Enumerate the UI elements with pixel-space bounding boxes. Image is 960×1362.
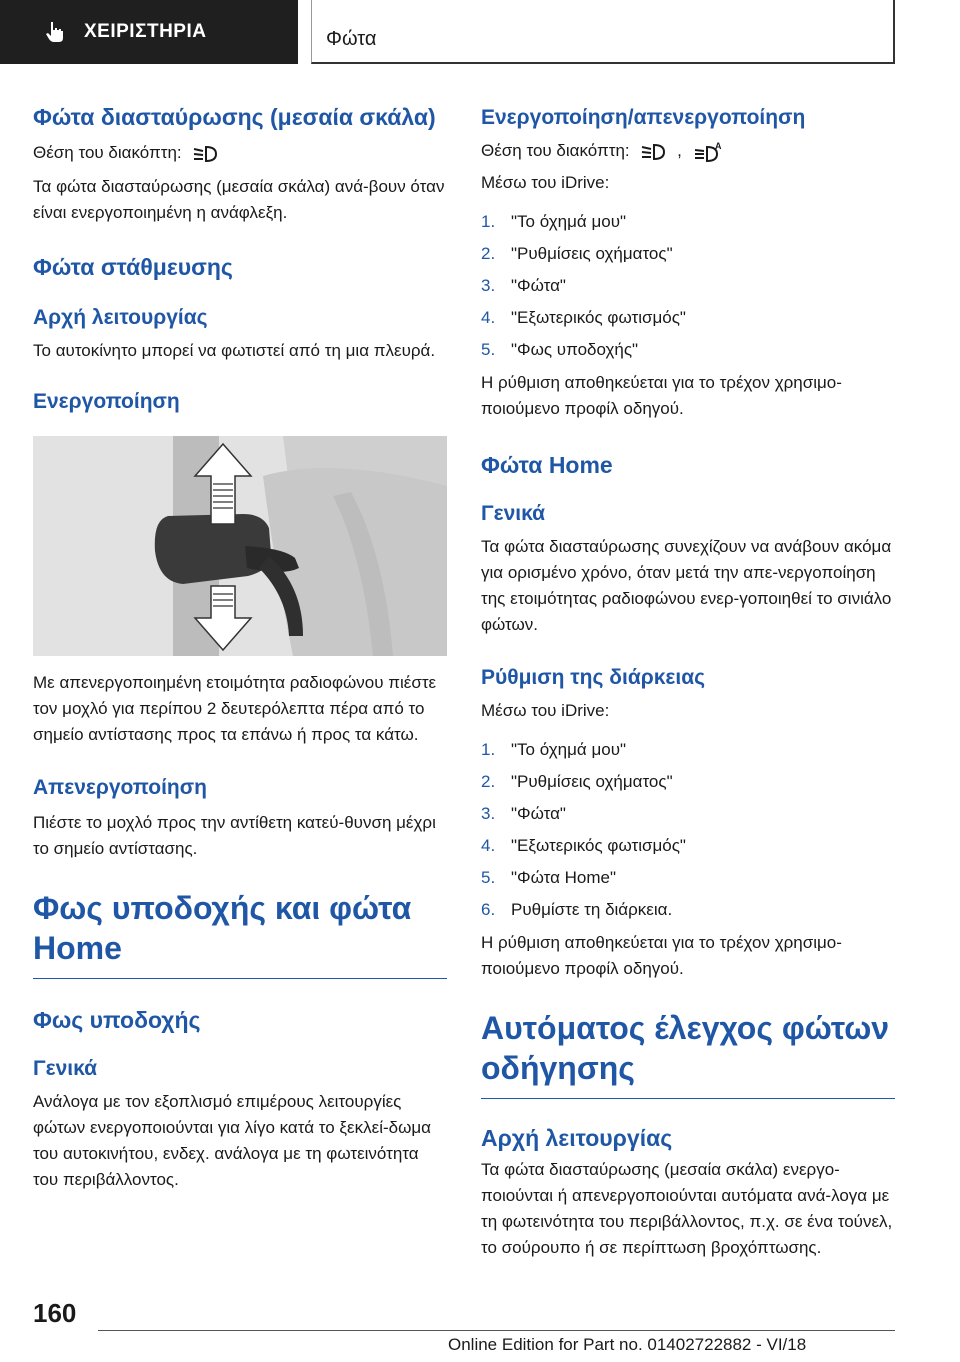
side-lights-text: Τα φώτα διασταύρωσης (μεσαία σκάλα) ανά-βουν όταν είναι ενεργοποιημένη η ανάφλεξη. [33, 177, 445, 222]
via-idrive-label-2: Μέσω του iDrive: [481, 701, 610, 720]
heading-welcome-light: Φως υποδοχής [33, 1007, 201, 1033]
list-item: 5. "Φώτα Home" [481, 868, 617, 887]
header-frame [311, 0, 895, 64]
heading-auto-headlight: Αυτόματος έλεγχος φώτων οδήγησης [481, 1010, 890, 1086]
switch-position-label: Θέση του διακόπτη: [33, 143, 182, 162]
via-idrive-label: Μέσω του iDrive: [481, 173, 610, 192]
home-lights-text: Τα φώτα διασταύρωσης συνεχίζουν να ανάβουν ακόμα για ορισμένο χρόνο, όταν μετά την απε-νεργοποίηση της ετοιμότητας ραδιοφώνου ενερ-γοποιηθεί το σινιάλο φώτων. [481, 537, 892, 634]
low-beam-icon [192, 144, 218, 164]
switch-position-line-right [481, 138, 895, 164]
section-rule-right [481, 1098, 895, 1099]
idrive-steps-welcome [481, 206, 895, 366]
principle-text: Το αυτοκίνητο μπορεί να φωτιστεί από τη μια πλευρά. [33, 341, 436, 360]
heading-deactivation: Απενεργοποίηση [33, 776, 207, 799]
idrive-steps-home [481, 734, 895, 926]
heading-principle-right: Αρχή λειτουργίας [481, 1125, 673, 1151]
auto-light-text: Τα φώτα διασταύρωσης (μεσαία σκάλα) ενεργο-ποιούνται ή απενεργοποιούνται αυτόματα ανά-λογα με τη φωτεινότητα του περιβάλλοντος, π.χ. σε ένα τούνελ, το σούρουπο ή σε περίπτωση βροχόπτωσης. [481, 1160, 893, 1257]
heading-home-lights: Φώτα Home [481, 452, 613, 478]
header-tab-label: ΧΕΙΡΙΣΤΗΡΙΑ [84, 21, 207, 42]
lever-illustration [33, 436, 447, 656]
list-item: 6. Ρυθμίστε τη διάρκεια. [481, 900, 673, 919]
list-item: 3. "Φώτα" [481, 276, 566, 295]
general-text-left: Ανάλογα με τον εξοπλισμό επιμέρους λειτουργίες φώτων ενεργοποιούνται για λίγο κατά το ξεκλεί-δωμα του αυτοκινήτου, ενδεχ. ανάλογα με τη φωτεινότητα του περιβάλλοντος. [33, 1092, 431, 1189]
activation-text: Με απενεργοποιημένη ετοιμότητα ραδιοφώνου πιέστε τον μοχλό για περίπου 2 δευτερόλεπτα πέρα από το σημείο αντίστασης προς τα επάνω ή προς τα κάτω. [33, 673, 437, 744]
right-column [481, 100, 895, 1261]
heading-principle: Αρχή λειτουργίας [33, 306, 208, 329]
svg-text:A: A [714, 140, 722, 151]
heading-activation: Ενεργοποίηση [33, 390, 180, 413]
list-item: 4. "Εξωτερικός φωτισμός" [481, 836, 686, 855]
heading-welcome-home: Φως υποδοχής και φώτα Home [33, 890, 412, 966]
heading-side-lights: Φώτα διασταύρωσης (μεσαία σκάλα) [33, 104, 436, 130]
heading-duration: Ρύθμιση της διάρκειας [481, 666, 706, 689]
auto-light-icon [693, 141, 723, 163]
section-rule-left [33, 978, 447, 979]
footer-rule [98, 1330, 895, 1331]
list-item: 2. "Ρυθμίσεις οχήματος" [481, 772, 673, 791]
switch-position-label-right: Θέση του διακόπτη: [481, 141, 630, 160]
page-number: 160 [33, 1298, 77, 1328]
lever-drawing [33, 436, 447, 656]
heading-general-right: Γενικά [481, 502, 546, 525]
list-item: 2. "Ρυθμίσεις οχήματος" [481, 244, 673, 263]
list-item: 5. "Φως υποδοχής" [481, 340, 639, 359]
header-tab [0, 0, 298, 64]
saved-profile-text: Η ρύθμιση αποθηκεύεται για το τρέχον χρησιμο-ποιούμενο προφίλ οδηγού. [481, 373, 842, 418]
edition-line: Online Edition for Part no. 01402722882 - VI/18 [448, 1335, 807, 1354]
comma-separator: , [677, 141, 682, 160]
list-item: 4. "Εξωτερικός φωτισμός" [481, 308, 686, 327]
low-beam-icon [640, 142, 666, 162]
left-column [33, 100, 447, 1193]
heading-parking-lights: Φώτα στάθμευσης [33, 254, 233, 280]
hand-pointer-icon [42, 19, 68, 45]
switch-position-line [33, 140, 447, 166]
section-title: Φώτα [326, 28, 377, 50]
list-item: 1. "Το όχημά μου" [481, 212, 627, 231]
list-item: 1. "Το όχημά μου" [481, 740, 627, 759]
list-item: 3. "Φώτα" [481, 804, 566, 823]
heading-on-off: Ενεργοποίηση/απενεργοποίηση [481, 106, 806, 129]
saved-profile-text-2: Η ρύθμιση αποθηκεύεται για το τρέχον χρησιμο-ποιούμενο προφίλ οδηγού. [481, 933, 842, 978]
heading-general-left: Γενικά [33, 1057, 98, 1080]
deactivation-text: Πιέστε το μοχλό προς την αντίθετη κατεύ-θυνση μέχρι το σημείο αντίστασης. [33, 813, 436, 858]
